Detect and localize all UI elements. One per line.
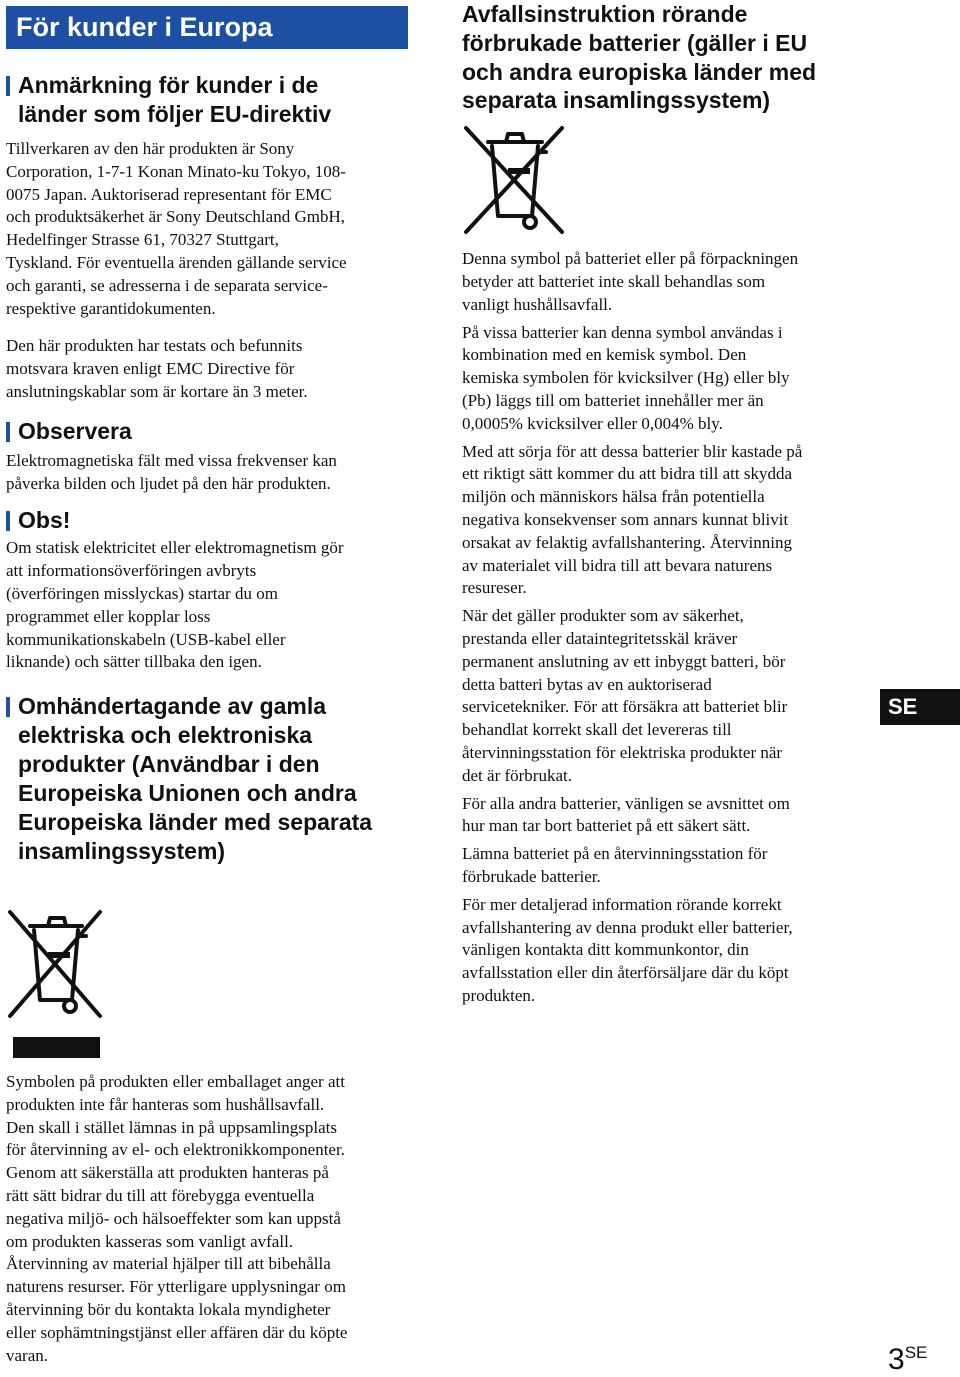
weee-underline-bar (13, 1037, 100, 1058)
battery-paragraph-2: På vissa batterier kan denna symbol användas i kombination med en kemisk symbol. Den kemiska symbolen för kvicksilver (Hg) eller bly (Pb) läggs till om batteriet innehåller mer än 0,0005% kvicksilver eller 0,004% bly. (462, 322, 790, 433)
manufacturer-paragraph: Tillverkaren av den här produkten är Sony Corporation, 1-7-1 Konan Minato-ku Tokyo, 108- 0075 Japan. Auktoriserad representant för EMC och produktsäkerhet är Sony Deutschland GmbH, Hedelfinger Strasse 61, 70327 Stuttgart, Tyskland. För eventuella ärenden gällande service och garanti, se adresserna i de separata service- respektive garantidokumenten. (6, 139, 347, 318)
observera-paragraph: Elektromagnetiska fält med vissa frekvenser kan påverka bilden och ljudet på den här produkten. (6, 450, 337, 493)
left-column (6, 6, 408, 866)
crossed-out-battery-bin-icon (462, 126, 566, 236)
battery-paragraph-6: Lämna batteriet på en återvinningsstation för förbrukade batterier. (462, 844, 768, 886)
heading-marker (6, 511, 10, 531)
heading-marker (6, 422, 10, 442)
heading-obs: Obs! (6, 506, 408, 535)
language-tab: SE (880, 689, 960, 725)
page-number-suffix: SE (904, 1343, 928, 1362)
battery-section-title: Avfallsinstruktion rörande förbrukade batterier (gäller i EU och andra europiska länder med separata insamlingssystem) (462, 1, 817, 114)
heading-disposal: Omhändertagande av gamla elektriska och elektroniska produkter (Användbar i den Europeiska Unionen och andra Europeiska länder med separata insamlingssystem) (6, 692, 408, 866)
battery-paragraph-1: Denna symbol på batteriet eller på förpackningen betyder att batteriet inte skall behandlas som vanligt hushållsavfall. (462, 249, 799, 314)
battery-paragraph-3: Med att sörja för att dessa batterier blir kastade på ett riktigt sätt kommer du att bidra till att skydda miljön och människors hälsa från potentiella negativa konsekvenser som annars kunnat blivit orsakat av felaktig avfallshantering. Återvinning av materialet vill bidra till att bevara naturens resureser. (462, 441, 803, 598)
weee-paragraph: Symbolen på produkten eller emballaget anger att produkten inte får hanteras som hushållsavfall. Den skall i stället lämnas in på uppsamlingsplats för återvinning av el- och elektronikkomponenter. Genom att säkerställa att produkten hanteras på rätt sätt bidrar du till att förebygga eventuella negativa miljö- och hälsoeffekter som kan uppstå om produkten kasseras som vanligt avfall. Återvinning av material hjälper till att bibehålla naturens resurser. För ytterligare upplysningar om återvinning bör du kontakta lokala myndigheter eller sophämtningstjänst eller affären där du köpte varan. (6, 1072, 348, 1365)
emc-paragraph: Den här produkten har testats och befunnits motsvara kraven enligt EMC Directive för anslutningskablar som är kortare än 3 meter. (6, 336, 308, 401)
right-column (462, 0, 872, 1008)
heading-observera: Observera (6, 417, 408, 446)
heading-marker (6, 697, 10, 717)
crossed-out-wheelie-bin-icon (6, 908, 104, 1020)
battery-paragraph-4: När det gäller produkter som av säkerhet, prestanda eller dataintegritetsskäl kräver permanent anslutning av ett inbyggt batteri, bör detta batteri bytas av en auktoriserad servicetekniker. För att försäkra att batteriet blir behandlat korrekt skall det levereras till återvinningsstation för elektriska produkter när det är förbrukat. (462, 606, 788, 785)
heading-eu-directive: Anmärkning för kunder i de länder som följer EU-direktiv (6, 71, 408, 129)
page-number: $3^{SE}$ (888, 1343, 928, 1376)
section-banner: För kunder i Europa (6, 6, 408, 49)
battery-paragraph-5: För alla andra batterier, vänligen se avsnittet om hur man tar bort batteriet på ett säkert sätt. (462, 793, 790, 836)
obs-paragraph: Om statisk elektricitet eller elektromagnetism gör att informationsöverföringen avbryts (överföringen misslyckas) startar du om programmet eller kopplar loss kommunikationskabeln (USB-kabel eller liknande) och sätter tillbaka den igen. (6, 538, 344, 672)
battery-paragraph-7: För mer detaljerad information rörande korrekt avfallshantering av denna produkt eller batterier, vänligen kontakta ditt kommunkontor, din avfallsstation eller din återförsäljare där du köpt produkten. (462, 894, 793, 1005)
heading-marker (6, 76, 10, 96)
